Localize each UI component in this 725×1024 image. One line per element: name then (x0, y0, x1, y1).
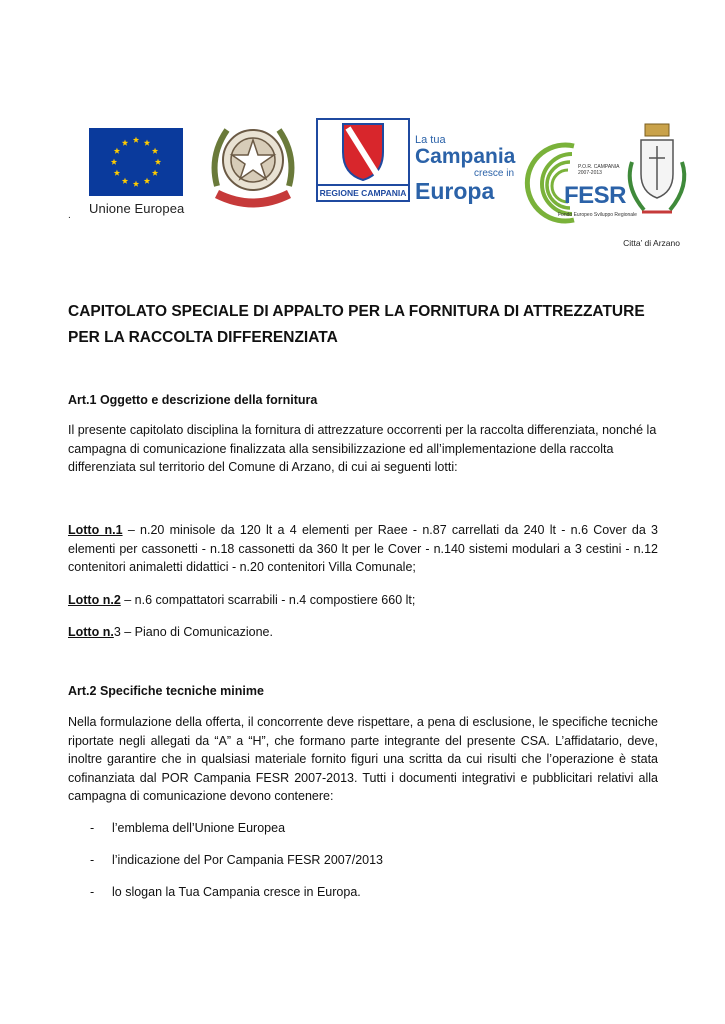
italian-emblem-logo (207, 116, 299, 216)
bullet-mark: - (90, 853, 95, 867)
ltc-line3: cresce in (473, 168, 514, 179)
ltc-line4: Europa (415, 178, 495, 204)
bullet-mark: - (90, 885, 95, 899)
arzano-coat-of-arms-logo (620, 122, 694, 226)
bullet-text: l’emblema dell’Unione Europea (112, 821, 286, 835)
art2-heading: Art.2 Specifiche tecniche minime (68, 684, 264, 698)
la-tua-campania-logo (415, 134, 520, 224)
bullet-item (90, 853, 383, 867)
ltc-line2: Campania (415, 145, 516, 168)
bullet-text: lo slogan la Tua Campania cresce in Europa. (112, 885, 361, 899)
art1-paragraph: Il presente capitolato disciplina la fornitura di attrezzature occorrenti per la raccolta differenziata, nonché la campagna di comunicazione finalizzata alla sensibilizzazione ed all’implementazione della raccolta differenziata sul territorio del Comune di Arzano, di cui ai seguenti lotti: (68, 423, 657, 474)
art2-paragraph: Nella formulazione della offerta, il concorrente deve rispettare, a pena di esclusione, le specifiche tecniche riportate negli allegati da “A” a “H”, che formano parte integrante del presente CSA. L’affidatario, deve, inoltre garantire che in qualsiasi materiale fornito figuri una scritta da cui risulti che l’operazione è stata cofinanziata dal POR Campania FESR 2007-2013. Tutti i documenti integrativi e pubblicitari relativi alla campagna di comunicazione devono contenere: (68, 715, 658, 803)
ltc-line1: La tua (415, 134, 446, 146)
eu-flag-icon (89, 128, 183, 196)
regione-campania-label: REGIONE CAMPANIA (316, 184, 410, 202)
lot-1-text: – n.20 minisole da 120 lt a 4 elementi per Raee - n.87 carrellati da 240 lt - n.6 Cover da 3 elementi per cassonetti - n.18 cassonetti da 360 lt per le Cover - n.140 sistemi modulari a 3 cestini - n.12 contenitori animaletti didattici - n.20 contenitori Villa Comunale; (68, 523, 659, 574)
lot-1 (68, 521, 658, 577)
bullet-text: l’indicazione del Por Campania FESR 2007/2013 (112, 853, 383, 867)
bullet-item (90, 821, 285, 835)
eu-label: Unione Europea (89, 201, 185, 216)
fesr-small2: 2007-2013 (578, 170, 602, 176)
fesr-logo (514, 136, 637, 224)
lot-1-label: Lotto n.1 (68, 523, 123, 537)
lot-3-label: Lotto n. (68, 625, 114, 639)
regione-campania-logo (316, 118, 412, 210)
fesr-big: FESR (564, 182, 627, 209)
lot-3-text: 3 – Piano di Comunicazione. (113, 625, 273, 639)
lot-3 (68, 623, 658, 642)
eu-logo (89, 128, 185, 220)
document-title: CAPITOLATO SPECIALE DI APPALTO PER LA FORNITURA DI ATTREZZATURE PER LA RACCOLTA DIFFERENZIATA (68, 303, 645, 346)
bullet-mark: - (90, 821, 95, 835)
bullet-item (90, 885, 361, 899)
city-header: Citta’ di Arzano (623, 238, 680, 248)
fesr-small3: Fondo Europeo Sviluppo Regionale (558, 212, 637, 218)
stray-dot: . (68, 210, 71, 221)
lot-2-text: – n.6 compattatori scarrabili - n.4 compostiere 660 lt; (120, 593, 416, 607)
campania-shield-icon (316, 118, 410, 184)
art1-heading: Art.1 Oggetto e descrizione della fornitura (68, 393, 318, 407)
fesr-small1: P.O.R. CAMPANIA (578, 164, 620, 170)
lot-2 (68, 591, 658, 610)
lot-2-label: Lotto n.2 (68, 593, 121, 607)
fesr-arcs-icon (514, 136, 622, 224)
